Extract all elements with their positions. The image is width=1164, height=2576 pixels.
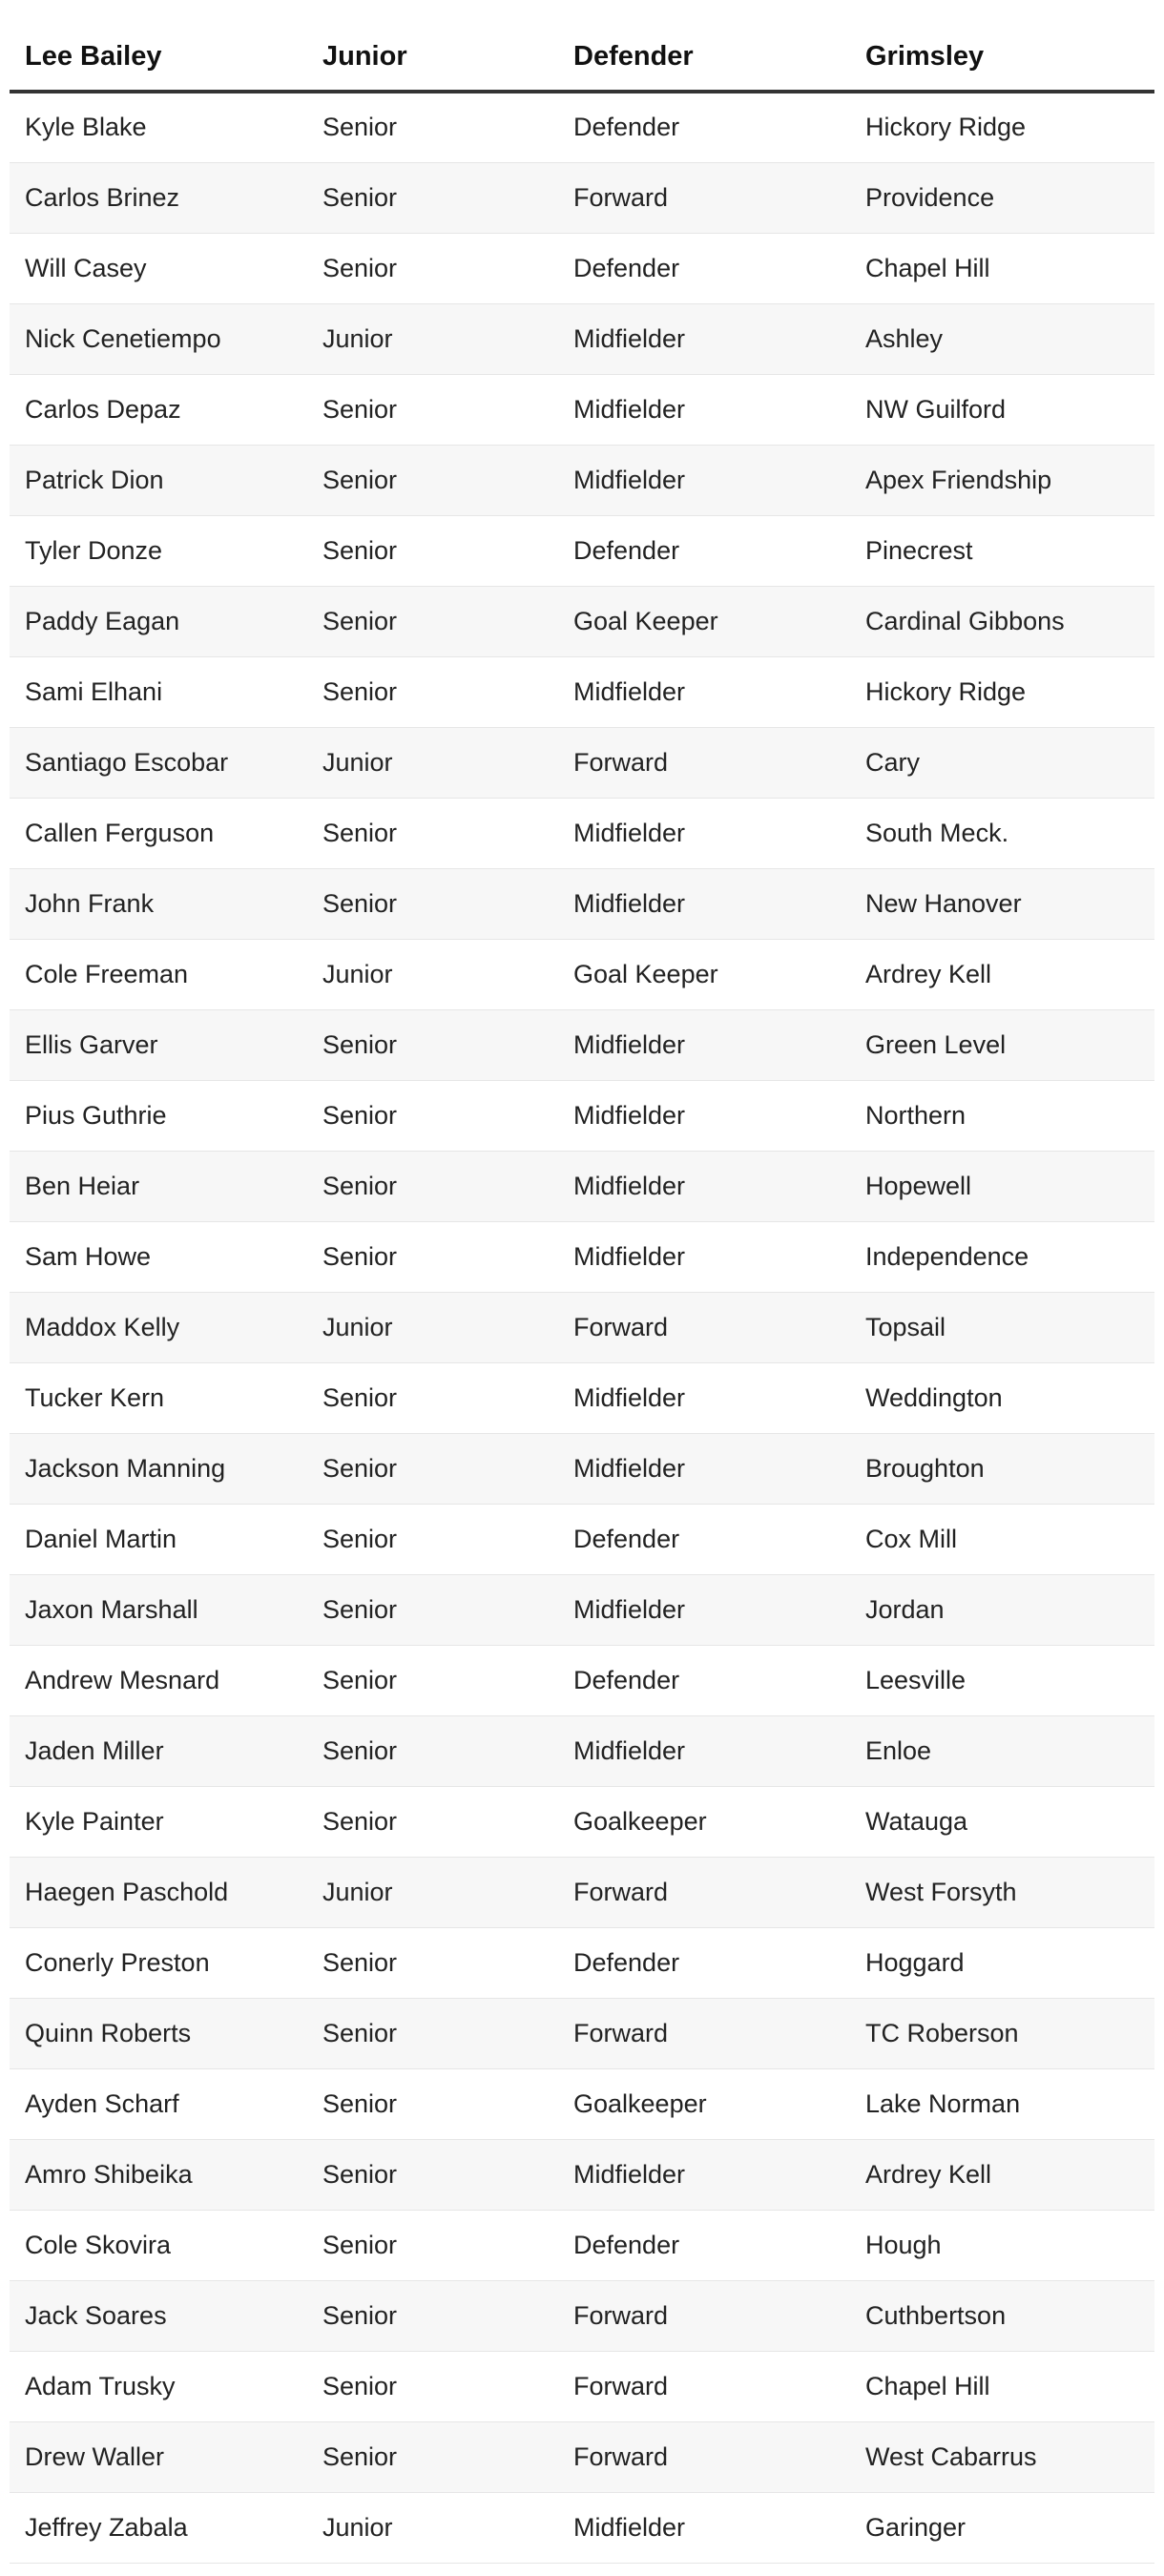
cell-class: Senior bbox=[307, 233, 558, 303]
header-cell-class: Junior bbox=[307, 23, 558, 92]
cell-class: Senior bbox=[307, 92, 558, 162]
cell-school: West Cabarrus bbox=[850, 2421, 1154, 2492]
cell-class: Senior bbox=[307, 1715, 558, 1786]
cell-school: South Meck. bbox=[850, 798, 1154, 868]
cell-position: Midfielder bbox=[558, 1362, 850, 1433]
table-row bbox=[10, 1151, 1154, 1221]
cell-school: Cuthbertson bbox=[850, 2280, 1154, 2351]
header-row bbox=[10, 23, 1154, 92]
table-row bbox=[10, 1080, 1154, 1151]
table-row bbox=[10, 1009, 1154, 1080]
cell-name: Sami Elhani bbox=[10, 656, 307, 727]
cell-name: Daniel Martin bbox=[10, 1504, 307, 1574]
cell-name: Carlos Depaz bbox=[10, 374, 307, 445]
cell-position: Forward bbox=[558, 2351, 850, 2421]
table-row bbox=[10, 2068, 1154, 2139]
cell-class: Junior bbox=[307, 303, 558, 374]
table-row bbox=[10, 1857, 1154, 1927]
cell-school: Garinger bbox=[850, 2492, 1154, 2563]
cell-school: Independence bbox=[850, 1221, 1154, 1292]
table-row bbox=[10, 515, 1154, 586]
cell-name: Jaxon Marshall bbox=[10, 1574, 307, 1645]
table-row bbox=[10, 2492, 1154, 2563]
cell-class: Senior bbox=[307, 2210, 558, 2280]
cell-school: Ardrey Kell bbox=[850, 2139, 1154, 2210]
cell-class: Senior bbox=[307, 2351, 558, 2421]
cell-school: Lake Norman bbox=[850, 2068, 1154, 2139]
cell-school: Chapel Hill bbox=[850, 2351, 1154, 2421]
cell-name: Tyler Donze bbox=[10, 515, 307, 586]
cell-class: Junior bbox=[307, 1292, 558, 1362]
cell-position: Midfielder bbox=[558, 656, 850, 727]
table-row bbox=[10, 2351, 1154, 2421]
cell-position: Forward bbox=[558, 1998, 850, 2068]
table-row bbox=[10, 656, 1154, 727]
table-row bbox=[10, 233, 1154, 303]
header-cell-position: Defender bbox=[558, 23, 850, 92]
header-cell-school: Grimsley bbox=[850, 23, 1154, 92]
cell-position: Midfielder bbox=[558, 374, 850, 445]
cell-position: Goalkeeper bbox=[558, 2068, 850, 2139]
cell-name: Kyle Painter bbox=[10, 1786, 307, 1857]
table-row bbox=[10, 1292, 1154, 1362]
cell-position: Goal Keeper bbox=[558, 939, 850, 1009]
cell-name: Sam Howe bbox=[10, 1221, 307, 1292]
cell-position: Midfielder bbox=[558, 1151, 850, 1221]
cell-class: Senior bbox=[307, 2139, 558, 2210]
table-row bbox=[10, 374, 1154, 445]
cell-class: Senior bbox=[307, 1504, 558, 1574]
cell-school: Weddington bbox=[850, 1362, 1154, 1433]
cell-position: Forward bbox=[558, 1857, 850, 1927]
cell-position: Defender bbox=[558, 2210, 850, 2280]
cell-class: Senior bbox=[307, 1998, 558, 2068]
cell-class: Junior bbox=[307, 1857, 558, 1927]
cell-position: Defender bbox=[558, 515, 850, 586]
cell-name: Cole Skovira bbox=[10, 2210, 307, 2280]
cell-name: Tucker Kern bbox=[10, 1362, 307, 1433]
cell-class: Senior bbox=[307, 374, 558, 445]
cell-name: Nick Cenetiempo bbox=[10, 303, 307, 374]
header-cell-name: Lee Bailey bbox=[10, 23, 307, 92]
cell-name: Ellis Garver bbox=[10, 1009, 307, 1080]
cell-school: Hoggard bbox=[850, 1927, 1154, 1998]
cell-school: Broughton bbox=[850, 1433, 1154, 1504]
table-row bbox=[10, 868, 1154, 939]
table-row bbox=[10, 939, 1154, 1009]
cell-name: Jackson Manning bbox=[10, 1433, 307, 1504]
cell-school: NW Guilford bbox=[850, 374, 1154, 445]
cell-class: Senior bbox=[307, 445, 558, 515]
cell-position: Midfielder bbox=[558, 1715, 850, 1786]
cell-school: Cary bbox=[850, 727, 1154, 798]
cell-position: Goal Keeper bbox=[558, 586, 850, 656]
cell-position: Defender bbox=[558, 1927, 850, 1998]
cell-position: Forward bbox=[558, 727, 850, 798]
cell-school: Jordan bbox=[850, 1574, 1154, 1645]
cell-position: Midfielder bbox=[558, 303, 850, 374]
table-row bbox=[10, 1221, 1154, 1292]
table-row bbox=[10, 1998, 1154, 2068]
cell-position: Goalkeeper bbox=[558, 1786, 850, 1857]
cell-class: Senior bbox=[307, 2421, 558, 2492]
cell-name: Andrew Mesnard bbox=[10, 1645, 307, 1715]
cell-school: Hough bbox=[850, 2210, 1154, 2280]
cell-class: Junior bbox=[307, 939, 558, 1009]
cell-school: TC Roberson bbox=[850, 1998, 1154, 2068]
cell-school: Hickory Ridge bbox=[850, 92, 1154, 162]
cell-school: Hickory Ridge bbox=[850, 656, 1154, 727]
cell-class: Senior bbox=[307, 1433, 558, 1504]
cell-school: Cox Mill bbox=[850, 1504, 1154, 1574]
cell-name: Amro Shibeika bbox=[10, 2139, 307, 2210]
table-row bbox=[10, 2421, 1154, 2492]
cell-school: West Forsyth bbox=[850, 1857, 1154, 1927]
table-row bbox=[10, 2210, 1154, 2280]
cell-school: Ashley bbox=[850, 303, 1154, 374]
cell-class: Senior bbox=[307, 515, 558, 586]
cell-class: Junior bbox=[307, 2492, 558, 2563]
cell-position: Defender bbox=[558, 1645, 850, 1715]
table-row bbox=[10, 2280, 1154, 2351]
cell-class: Senior bbox=[307, 656, 558, 727]
cell-name: Paddy Eagan bbox=[10, 586, 307, 656]
table-row bbox=[10, 2139, 1154, 2210]
table-body bbox=[10, 92, 1154, 2563]
cell-position: Defender bbox=[558, 233, 850, 303]
cell-position: Midfielder bbox=[558, 868, 850, 939]
cell-class: Senior bbox=[307, 586, 558, 656]
cell-name: Drew Waller bbox=[10, 2421, 307, 2492]
cell-name: Jack Soares bbox=[10, 2280, 307, 2351]
cell-class: Senior bbox=[307, 1221, 558, 1292]
table-row bbox=[10, 727, 1154, 798]
cell-school: Apex Friendship bbox=[850, 445, 1154, 515]
cell-position: Forward bbox=[558, 162, 850, 233]
cell-name: Pius Guthrie bbox=[10, 1080, 307, 1151]
cell-class: Senior bbox=[307, 798, 558, 868]
cell-name: Cole Freeman bbox=[10, 939, 307, 1009]
roster-table-container bbox=[10, 23, 1154, 2564]
cell-name: Quinn Roberts bbox=[10, 1998, 307, 2068]
cell-school: Leesville bbox=[850, 1645, 1154, 1715]
cell-name: Santiago Escobar bbox=[10, 727, 307, 798]
cell-position: Midfielder bbox=[558, 2139, 850, 2210]
table-row bbox=[10, 1927, 1154, 1998]
table-row bbox=[10, 92, 1154, 162]
table-row bbox=[10, 1645, 1154, 1715]
cell-school: Cardinal Gibbons bbox=[850, 586, 1154, 656]
cell-name: Adam Trusky bbox=[10, 2351, 307, 2421]
cell-school: Green Level bbox=[850, 1009, 1154, 1080]
cell-position: Forward bbox=[558, 2421, 850, 2492]
table-row bbox=[10, 445, 1154, 515]
cell-position: Midfielder bbox=[558, 798, 850, 868]
cell-position: Defender bbox=[558, 92, 850, 162]
roster-table bbox=[10, 23, 1154, 2564]
cell-school: Enloe bbox=[850, 1715, 1154, 1786]
cell-school: Providence bbox=[850, 162, 1154, 233]
cell-class: Senior bbox=[307, 1574, 558, 1645]
cell-school: New Hanover bbox=[850, 868, 1154, 939]
table-row bbox=[10, 303, 1154, 374]
cell-name: Conerly Preston bbox=[10, 1927, 307, 1998]
table-row bbox=[10, 162, 1154, 233]
cell-school: Ardrey Kell bbox=[850, 939, 1154, 1009]
cell-position: Midfielder bbox=[558, 1080, 850, 1151]
cell-class: Senior bbox=[307, 1009, 558, 1080]
cell-position: Forward bbox=[558, 2280, 850, 2351]
cell-school: Watauga bbox=[850, 1786, 1154, 1857]
cell-class: Senior bbox=[307, 1927, 558, 1998]
cell-class: Senior bbox=[307, 868, 558, 939]
cell-position: Midfielder bbox=[558, 445, 850, 515]
cell-school: Topsail bbox=[850, 1292, 1154, 1362]
cell-school: Chapel Hill bbox=[850, 233, 1154, 303]
table-header bbox=[10, 23, 1154, 92]
table-row bbox=[10, 1715, 1154, 1786]
cell-class: Senior bbox=[307, 1151, 558, 1221]
table-row bbox=[10, 1433, 1154, 1504]
cell-class: Senior bbox=[307, 162, 558, 233]
cell-name: Haegen Paschold bbox=[10, 1857, 307, 1927]
cell-name: Patrick Dion bbox=[10, 445, 307, 515]
cell-position: Midfielder bbox=[558, 1009, 850, 1080]
cell-class: Junior bbox=[307, 727, 558, 798]
cell-name: Jeffrey Zabala bbox=[10, 2492, 307, 2563]
table-row bbox=[10, 1786, 1154, 1857]
cell-school: Pinecrest bbox=[850, 515, 1154, 586]
cell-class: Senior bbox=[307, 2280, 558, 2351]
table-row bbox=[10, 798, 1154, 868]
cell-name: Callen Ferguson bbox=[10, 798, 307, 868]
cell-position: Forward bbox=[558, 1292, 850, 1362]
cell-position: Midfielder bbox=[558, 1433, 850, 1504]
table-row bbox=[10, 1504, 1154, 1574]
cell-name: Carlos Brinez bbox=[10, 162, 307, 233]
table-row bbox=[10, 1362, 1154, 1433]
cell-class: Senior bbox=[307, 1362, 558, 1433]
cell-school: Northern bbox=[850, 1080, 1154, 1151]
cell-position: Midfielder bbox=[558, 1574, 850, 1645]
table-row bbox=[10, 586, 1154, 656]
table-row bbox=[10, 1574, 1154, 1645]
cell-name: Maddox Kelly bbox=[10, 1292, 307, 1362]
cell-class: Senior bbox=[307, 2068, 558, 2139]
cell-class: Senior bbox=[307, 1786, 558, 1857]
cell-name: Jaden Miller bbox=[10, 1715, 307, 1786]
cell-school: Hopewell bbox=[850, 1151, 1154, 1221]
cell-name: Ben Heiar bbox=[10, 1151, 307, 1221]
cell-position: Defender bbox=[558, 1504, 850, 1574]
cell-position: Midfielder bbox=[558, 2492, 850, 2563]
cell-name: Will Casey bbox=[10, 233, 307, 303]
cell-class: Senior bbox=[307, 1645, 558, 1715]
cell-name: John Frank bbox=[10, 868, 307, 939]
cell-name: Ayden Scharf bbox=[10, 2068, 307, 2139]
cell-name: Kyle Blake bbox=[10, 92, 307, 162]
cell-class: Senior bbox=[307, 1080, 558, 1151]
cell-position: Midfielder bbox=[558, 1221, 850, 1292]
